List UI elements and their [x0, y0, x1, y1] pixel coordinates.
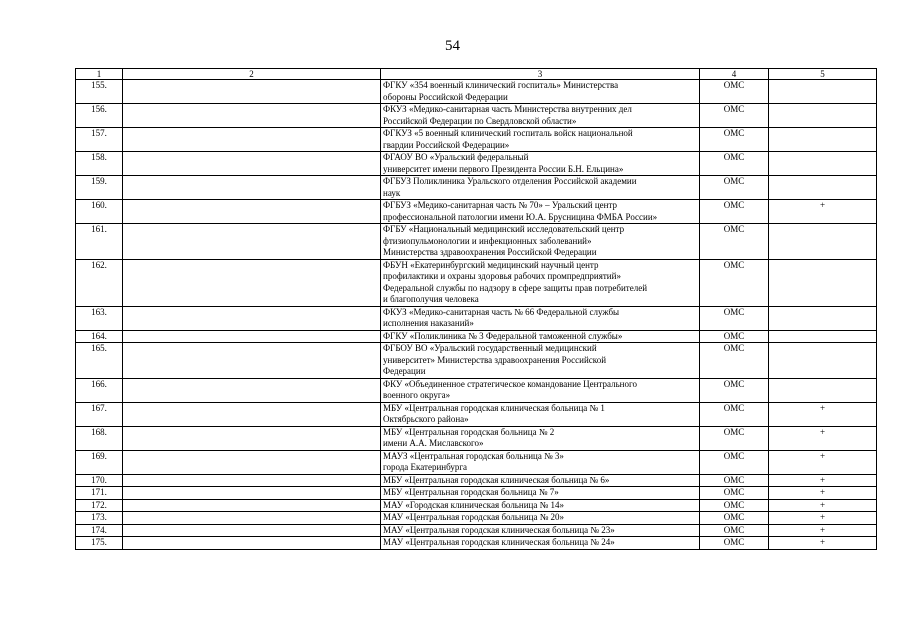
organization-name-cell: [381, 128, 700, 152]
oms-cell: ОМС: [700, 80, 769, 104]
organization-name-line: ФКУ «Объединенное стратегическое командование Центрального: [383, 378, 637, 389]
organization-name-cell: [381, 402, 700, 426]
row-col2-cell: [123, 402, 381, 426]
header-col-1: 1: [76, 69, 123, 80]
organization-name-line: профессиональной патологии имени Ю.А. Брусницина ФМБА России»: [383, 211, 658, 222]
row-col2-cell: [123, 426, 381, 450]
oms-cell: ОМС: [700, 378, 769, 402]
row-col2-cell: [123, 524, 381, 537]
mark-cell: +: [769, 512, 877, 525]
oms-cell: ОМС: [700, 487, 769, 500]
oms-cell: ОМС: [700, 474, 769, 487]
organization-name-cell: [381, 450, 700, 474]
row-col2-cell: [123, 537, 381, 550]
row-number-cell: 172.: [76, 499, 123, 512]
table-row: [76, 402, 877, 426]
row-col2-cell: [123, 80, 381, 104]
table-row: [76, 474, 877, 487]
row-col2-cell: [123, 330, 381, 343]
organization-name-line: МАУЗ «Центральная городская больница № 3»: [383, 450, 564, 461]
oms-cell: ОМС: [700, 224, 769, 260]
organization-name-cell: [381, 200, 700, 224]
mark-cell: [769, 104, 877, 128]
table-row: [76, 450, 877, 474]
organization-name-cell: [381, 499, 700, 512]
page-number: 54: [445, 38, 460, 54]
oms-cell: ОМС: [700, 537, 769, 550]
mark-cell: [769, 306, 877, 330]
row-col2-cell: [123, 128, 381, 152]
row-number-cell: 170.: [76, 474, 123, 487]
table-row: [76, 104, 877, 128]
table-row: [76, 524, 877, 537]
oms-cell: ОМС: [700, 200, 769, 224]
organization-name-line: МБУ «Центральная городская больница № 7»: [383, 487, 559, 497]
organization-name-line: Федеральной службы по надзору в сфере защиты прав потребителей: [383, 282, 648, 293]
organization-name-line: МАУ «Центральная городская больница № 20»: [383, 512, 565, 522]
row-number-cell: 173.: [76, 512, 123, 525]
row-col2-cell: [123, 378, 381, 402]
organization-name-line: гвардии Российской Федерации»: [383, 139, 510, 150]
table-row: [76, 306, 877, 330]
organization-name-cell: [381, 259, 700, 306]
mark-cell: [769, 152, 877, 176]
table-row: [76, 176, 877, 200]
organization-name-cell: [381, 524, 700, 537]
table-row: [76, 152, 877, 176]
row-number-cell: 159.: [76, 176, 123, 200]
row-number-cell: 156.: [76, 104, 123, 128]
row-col2-cell: [123, 104, 381, 128]
oms-cell: ОМС: [700, 259, 769, 306]
row-number-cell: 161.: [76, 224, 123, 260]
oms-cell: ОМС: [700, 343, 769, 379]
organization-name-line: ФГАОУ ВО «Уральский федеральный: [383, 152, 529, 162]
mark-cell: [769, 80, 877, 104]
organization-name-line: обороны Российской Федерации: [383, 91, 508, 102]
organization-name-cell: [381, 224, 700, 260]
mark-cell: +: [769, 537, 877, 550]
table-row: [76, 80, 877, 104]
mark-cell: +: [769, 200, 877, 224]
organization-name-line: исполнения наказаний»: [383, 318, 474, 328]
header-col-3: 3: [381, 69, 700, 80]
table-row: [76, 330, 877, 343]
row-col2-cell: [123, 200, 381, 224]
row-number-cell: 164.: [76, 330, 123, 343]
row-number-cell: 168.: [76, 426, 123, 450]
mark-cell: +: [769, 474, 877, 487]
organization-name-line: Федерации: [383, 366, 426, 376]
table-row: [76, 343, 877, 379]
organization-name-cell: [381, 104, 700, 128]
organization-name-line: Октябрьского района»: [383, 414, 469, 424]
organization-name-cell: [381, 176, 700, 200]
row-col2-cell: [123, 474, 381, 487]
organization-name-line: и благополучия человека: [383, 294, 479, 304]
organization-name-cell: [381, 152, 700, 176]
row-number-cell: 165.: [76, 343, 123, 379]
organization-name-line: ФКУЗ «Медико-санитарная часть № 66 Федеральной службы: [383, 306, 620, 317]
organization-name-cell: [381, 306, 700, 330]
organization-name-line: Российской Федерации по Свердловской области»: [383, 115, 577, 126]
oms-cell: ОМС: [700, 426, 769, 450]
table-row: [76, 487, 877, 500]
organization-name-line: ФГКУ «354 военный клинический госпиталь» Министерства: [383, 80, 619, 90]
mark-cell: +: [769, 524, 877, 537]
organization-name-line: ФБУН «Екатеринбургский медицинский научный центр: [383, 259, 599, 270]
mark-cell: +: [769, 402, 877, 426]
organization-name-cell: [381, 426, 700, 450]
mark-cell: +: [769, 426, 877, 450]
row-col2-cell: [123, 512, 381, 525]
table-row: [76, 512, 877, 525]
organization-name-cell: [381, 378, 700, 402]
row-col2-cell: [123, 487, 381, 500]
row-number-cell: 175.: [76, 537, 123, 550]
organization-name-line: ФГБУ «Национальный медицинский исследовательский центр: [383, 224, 625, 234]
mark-cell: [769, 128, 877, 152]
row-number-cell: 167.: [76, 402, 123, 426]
table-row: [76, 499, 877, 512]
organization-name-line: университет» Министерства здравоохранения Российской: [383, 354, 607, 365]
row-col2-cell: [123, 176, 381, 200]
organization-name-line: фтизиопульмонологии и инфекционных заболеваний»: [383, 235, 592, 246]
organization-name-cell: [381, 474, 700, 487]
row-number-cell: 155.: [76, 80, 123, 104]
row-number-cell: 157.: [76, 128, 123, 152]
row-col2-cell: [123, 259, 381, 306]
row-number-cell: 162.: [76, 259, 123, 306]
row-number-cell: 163.: [76, 306, 123, 330]
mark-cell: [769, 176, 877, 200]
organization-name-line: МБУ «Центральная городская больница № 2: [383, 426, 555, 437]
organization-name-line: ФГБУЗ Поликлиника Уральского отделения Российской академии: [383, 176, 637, 186]
table-row: [76, 224, 877, 260]
organization-name-line: имени А.А. Миславского»: [383, 438, 484, 448]
table-row: [76, 200, 877, 224]
row-col2-cell: [123, 306, 381, 330]
row-number-cell: 158.: [76, 152, 123, 176]
organization-name-line: ФГБОУ ВО «Уральский государственный медицинский: [383, 343, 597, 353]
mark-cell: +: [769, 499, 877, 512]
organization-name-line: города Екатеринбурга: [383, 462, 468, 472]
row-col2-cell: [123, 450, 381, 474]
organization-name-line: ФКУЗ «Медико-санитарная часть Министерства внутренних дел: [383, 104, 632, 114]
mark-cell: [769, 343, 877, 379]
oms-cell: ОМС: [700, 176, 769, 200]
row-number-cell: 166.: [76, 378, 123, 402]
organization-name-line: университет имени первого Президента России Б.Н. Ельцина»: [383, 163, 624, 174]
table-row: [76, 259, 877, 306]
row-number-cell: 174.: [76, 524, 123, 537]
organization-name-line: МБУ «Центральная городская клиническая больница № 1: [383, 402, 605, 413]
organization-name-cell: [381, 537, 700, 550]
oms-cell: ОМС: [700, 512, 769, 525]
oms-cell: ОМС: [700, 104, 769, 128]
mark-cell: [769, 378, 877, 402]
row-col2-cell: [123, 224, 381, 260]
mark-cell: [769, 259, 877, 306]
organization-name-line: военного округа»: [383, 390, 451, 400]
table-row: [76, 426, 877, 450]
mark-cell: +: [769, 450, 877, 474]
oms-cell: ОМС: [700, 128, 769, 152]
organization-name-line: МАУ «Центральная городская клиническая больница № 24»: [383, 537, 615, 547]
row-col2-cell: [123, 343, 381, 379]
table-row: [76, 128, 877, 152]
oms-cell: ОМС: [700, 450, 769, 474]
organization-name-line: МБУ «Центральная городская клиническая больница № 6»: [383, 474, 610, 485]
header-col-5: 5: [769, 69, 877, 80]
organization-name-line: Министерства здравоохранения Российской Федерации: [383, 247, 597, 257]
oms-cell: ОМС: [700, 499, 769, 512]
oms-cell: ОМС: [700, 330, 769, 343]
row-col2-cell: [123, 152, 381, 176]
organization-name-line: ФГКУЗ «5 военный клинический госпиталь войск национальной: [383, 128, 633, 138]
organization-name-line: МАУ «Центральная городская клиническая больница № 23»: [383, 524, 615, 535]
table-row: [76, 537, 877, 550]
oms-cell: ОМС: [700, 306, 769, 330]
oms-cell: ОМС: [700, 524, 769, 537]
oms-cell: ОМС: [700, 402, 769, 426]
mark-cell: [769, 224, 877, 260]
organization-name-line: МАУ «Городская клиническая больница № 14»: [383, 499, 564, 510]
mark-cell: +: [769, 487, 877, 500]
organization-name-cell: [381, 343, 700, 379]
organization-name-cell: [381, 487, 700, 500]
header-col-4: 4: [700, 69, 769, 80]
medical-organizations-table: [75, 68, 877, 550]
row-col2-cell: [123, 499, 381, 512]
organization-name-line: ФГБУЗ «Медико-санитарная часть № 70» – Уральский центр: [383, 200, 618, 210]
mark-cell: [769, 330, 877, 343]
organization-name-cell: [381, 80, 700, 104]
table-row: [76, 378, 877, 402]
organization-name-cell: [381, 512, 700, 525]
organization-name-line: ФГКУ «Поликлиника № 3 Федеральной таможенной службы»: [383, 330, 623, 341]
header-col-2: 2: [123, 69, 381, 80]
oms-cell: ОМС: [700, 152, 769, 176]
organization-name-line: профилактики и охраны здоровья рабочих промпредприятий»: [383, 271, 621, 281]
table-header-row: [76, 69, 877, 80]
organization-name-cell: [381, 330, 700, 343]
row-number-cell: 169.: [76, 450, 123, 474]
organization-name-line: наук: [383, 187, 401, 198]
row-number-cell: 160.: [76, 200, 123, 224]
row-number-cell: 171.: [76, 487, 123, 500]
